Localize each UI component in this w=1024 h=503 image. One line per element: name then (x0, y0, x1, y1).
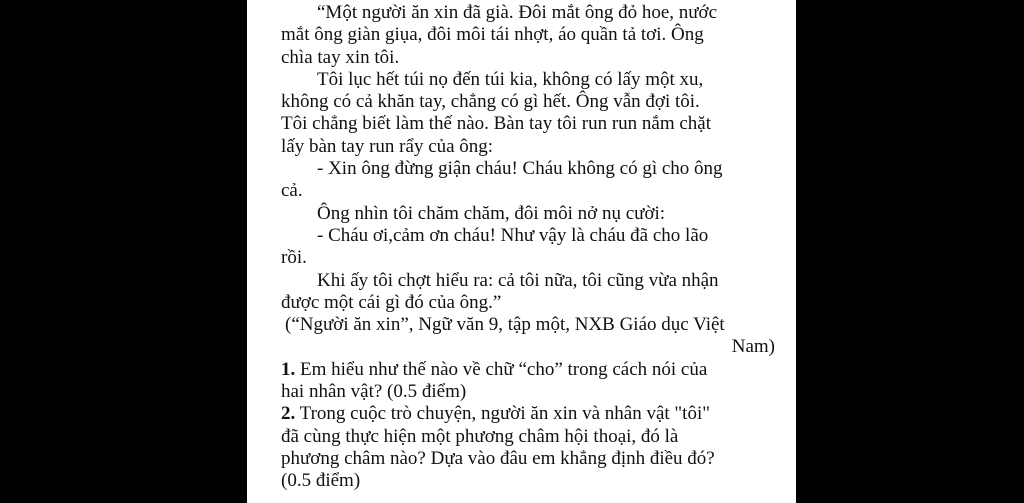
passage-line: - Cháu ơi,cảm ơn cháu! Như vậy là cháu đã cho lão (317, 224, 709, 246)
passage-line: “Một người ăn xin đã già. Đôi mắt ông đỏ hoe, nước (317, 2, 718, 23)
question-1 (281, 359, 781, 381)
document-text (281, 2, 781, 493)
passage-line: Tôi lục hết túi nọ đến túi kia, không có lấy một xu, (317, 68, 704, 90)
passage-line: lấy bàn tay run rẩy của ông: (281, 135, 494, 157)
question-number: 1. (281, 358, 296, 380)
citation-line: Nam) (731, 336, 775, 358)
passage-line: - Xin ông đừng giận cháu! Cháu không có gì cho ông (317, 158, 723, 180)
passage-line: Khi ấy tôi chợt hiểu ra: cả tôi nữa, tôi cũng vừa nhận (317, 269, 719, 291)
question-2 (281, 403, 781, 425)
question-line: phương châm nào? Dựa vào đâu em khẳng định điều đó? (281, 447, 715, 469)
passage-line: được một cái gì đó của ông.” (281, 291, 502, 313)
question-line: (0.5 điểm) (281, 470, 361, 492)
document-page (247, 0, 796, 503)
passage-line: chìa tay xin tôi. (281, 46, 400, 68)
passage-line: không có cả khăn tay, chẳng có gì hết. Ông vẫn đợi tôi. (281, 91, 700, 113)
question-line: hai nhân vật? (0.5 điểm) (281, 381, 467, 403)
question-number: 2. (281, 403, 296, 425)
passage-line: mắt ông giàn giụa, đôi môi tái nhợt, áo quần tả tơi. Ông (281, 24, 704, 46)
passage-line: rồi. (281, 247, 307, 269)
passage-line: Tôi chẳng biết làm thế nào. Bàn tay tôi run run nắm chặt (281, 113, 712, 135)
question-line: đã cùng thực hiện một phương châm hội thoại, đó là (281, 425, 679, 447)
citation-line: (“Người ăn xin”, Ngữ văn 9, tập một, NXB Giáo dục Việt (285, 314, 725, 336)
passage-line: cả. (281, 180, 303, 202)
question-text: Trong cuộc trò chuyện, người ăn xin và nhân vật "tôi" (295, 403, 710, 425)
question-text: Em hiểu như thế nào về chữ “cho” trong cách nói của (295, 358, 708, 380)
passage-line: Ông nhìn tôi chăm chăm, đôi môi nở nụ cười: (317, 202, 666, 224)
